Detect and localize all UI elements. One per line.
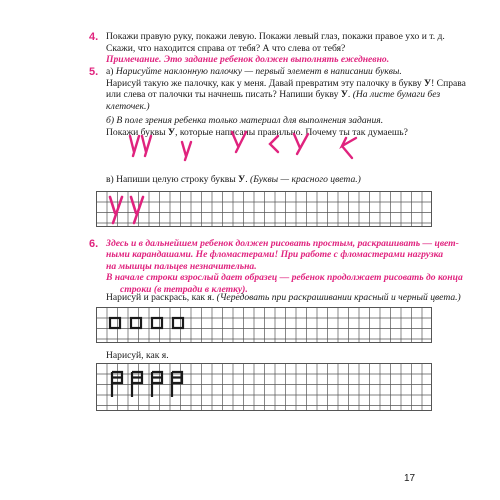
grid-frame: [97, 364, 432, 411]
task-5-number: 5.: [89, 66, 99, 78]
sample-letter-7: [342, 138, 356, 158]
sample-letter-5: [270, 136, 278, 152]
task-5a-line1: а) Нарисуйте наклонную палочку — первый элемент в написании буквы.: [106, 66, 402, 77]
letter-samples: [120, 128, 380, 164]
task-6-note: [106, 238, 486, 295]
grid-frame: [97, 192, 432, 227]
task-6-instruction-2: Нарисуй, как я.: [106, 350, 169, 361]
task-4-number: 4.: [89, 31, 99, 43]
sample-letter-6: [294, 134, 308, 154]
sample-letter-3: [182, 142, 191, 160]
sample-letter-2: [142, 136, 151, 156]
grid-frame: [97, 308, 432, 343]
task-5b-line1: б) В поле зрения ребенка только материал для выполнения задания.: [106, 115, 384, 127]
task-6-note-line4: В начале строки взрослый дает образец — ребенок продолжает рисовать до конца: [106, 272, 463, 284]
task-5b-line2: Покажи буквы У, которые написаны правильно. Почему ты так думаешь?: [106, 126, 408, 138]
task-6-number: 6.: [89, 238, 99, 250]
sample-letter-4: [232, 132, 246, 152]
writing-grid-letters: [96, 191, 432, 227]
drawing-grid-squares: [96, 307, 432, 343]
task-6-note-line2: ными карандашами. Не фломастерами! При работе с фломастерами нагрузка: [106, 249, 444, 261]
task-5a-line3: или слева от палочки ты начнешь писать? Напиши букву У. (На листе бумаги без клеточек.): [106, 89, 441, 112]
task-4-line2: Скажи, что находится справа от тебя? А что слева от тебя?: [106, 42, 346, 54]
task-4-note: Примечание. Это задание ребенок должен выполнять ежедневно.: [106, 54, 390, 66]
task-4-line1: Покажи правую руку, покажи левую. Покажи левый глаз, покажи правое ухо и т. д.: [106, 31, 445, 42]
task-5c-text: в) Напиши целую строку буквы У. (Буквы — красного цвета.): [106, 174, 361, 185]
task-6-instruction-1: Нарисуй и раскрась, как я. (Чередовать при раскрашивании красный и черный цвета.): [106, 292, 461, 303]
task-6-note-line3: на мышцы пальцев незначительна.: [106, 260, 257, 272]
task-4-text: [106, 31, 476, 66]
task-6-note-line1: Здесь и в дальнейшем ребенок должен рисовать простым, раскрашивать — цвет-: [106, 238, 459, 249]
task-5a-line2: Нарисуй такую же палочку, как у меня. Давай превратим эту палочку в букву У! Справа: [106, 77, 466, 89]
sample-letter-1: [130, 136, 139, 156]
page-number: 17: [404, 473, 416, 484]
drawing-grid-flags: [96, 363, 432, 411]
task-6-note-line5: строки (в тетради в клетку).: [120, 283, 248, 295]
